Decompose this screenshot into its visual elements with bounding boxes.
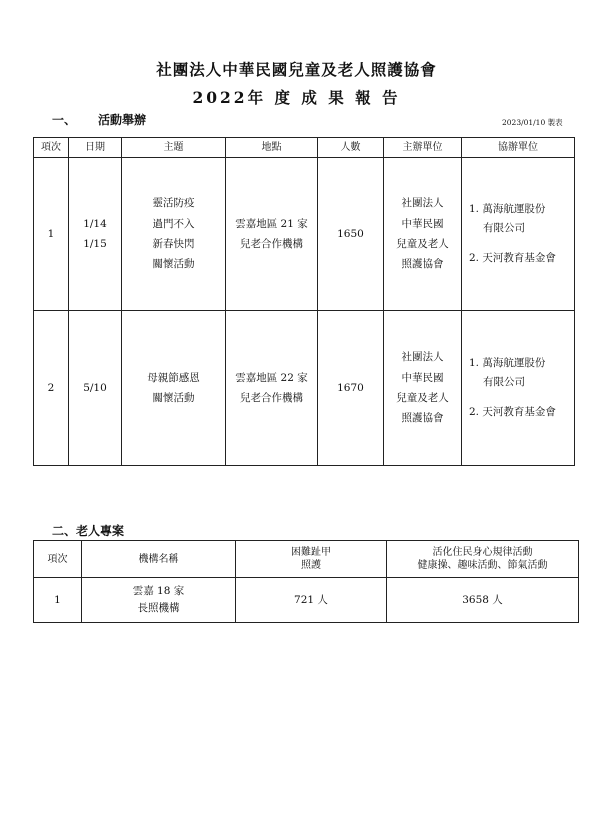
col-header: 主辦單位	[384, 138, 462, 158]
item-number: 2	[34, 311, 69, 466]
col-header: 人數	[318, 138, 384, 158]
co-organizer-line1: 2. 天河教育基金會	[469, 252, 556, 265]
co-organizer-item	[469, 200, 574, 238]
section2-heading: 二、老人專案	[52, 524, 125, 538]
col-header-line: 困難趾甲	[291, 547, 331, 558]
col-header-line: 活化住民身心規律活動	[432, 547, 533, 558]
col-header-line: 照護	[301, 560, 321, 571]
col-header	[82, 541, 236, 578]
co-organizer-line1: 1. 萬海航運股份	[469, 202, 546, 215]
place-cell-line: 兒老合作機構	[240, 392, 303, 404]
item-number: 1	[34, 578, 82, 623]
institution-cell	[82, 578, 236, 623]
col-header-line: 機構名稱	[138, 553, 179, 565]
topic-cell	[122, 158, 226, 311]
activities-table	[33, 137, 575, 466]
section1-number: 一、	[52, 113, 77, 127]
topic-cell	[122, 311, 226, 466]
place-cell-line: 雲嘉地區 22 家	[235, 371, 308, 384]
col-header: 地點	[226, 138, 318, 158]
host-cell-line: 社團法人	[401, 197, 444, 210]
co-organizer-line1: 2. 天河教育基金會	[469, 406, 556, 419]
co-organizer-item	[469, 403, 574, 422]
host-cell-line: 兒童及老人	[396, 392, 449, 404]
co-organizer-line2: 有限公司	[483, 375, 525, 388]
report-title: 2022年 度 成 果 報 告	[192, 88, 401, 107]
host-cell-line: 照護協會	[401, 258, 444, 271]
host-cell	[384, 311, 462, 466]
topic-cell-line: 關懷活動	[152, 258, 195, 271]
col-header	[34, 541, 82, 578]
co-organizer-item	[469, 249, 574, 268]
org-title: 社團法人中華民國兒童及老人照護協會	[156, 60, 437, 79]
elderly-projects-table	[33, 540, 579, 623]
co-organizer-item	[469, 354, 574, 392]
co-organizer-list	[462, 354, 574, 423]
place-cell	[226, 311, 318, 466]
date-cell-line: 5/10	[83, 381, 107, 394]
place-cell-line: 雲嘉地區 21 家	[235, 217, 308, 230]
co-organizer-list	[462, 200, 574, 269]
co-organizer-line2: 有限公司	[483, 221, 525, 234]
host-cell-line: 中華民國	[401, 217, 444, 230]
col-header: 主題	[122, 138, 226, 158]
nail-care-count: 721 人	[236, 578, 387, 623]
col-header-line: 健康操、趣味活動、節氣活動	[417, 560, 548, 571]
co-organizer-cell	[462, 311, 575, 466]
place-cell-line: 兒老合作機構	[240, 238, 303, 250]
col-header	[387, 541, 579, 578]
date-cell	[69, 158, 122, 311]
date-cell-line: 1/15	[83, 238, 107, 250]
col-header: 項次	[34, 138, 69, 158]
place-cell	[226, 158, 318, 311]
activity-count: 3658 人	[387, 578, 579, 623]
section1-heading	[52, 111, 146, 128]
topic-cell-line: 母親節感恩	[147, 371, 200, 384]
col-header	[236, 541, 387, 578]
host-cell-line: 社團法人	[401, 351, 444, 364]
host-cell-line: 兒童及老人	[396, 238, 449, 250]
table-row	[34, 158, 575, 311]
col-header: 日期	[69, 138, 122, 158]
count-cell: 1670	[318, 311, 384, 466]
date-cell-line: 1/14	[83, 217, 107, 230]
col-header: 協辦單位	[462, 138, 575, 158]
co-organizer-line1: 1. 萬海航運股份	[469, 356, 546, 369]
table-row	[34, 578, 579, 623]
host-cell-line: 中華民國	[401, 371, 444, 384]
institution-line: 雲嘉 18 家	[132, 585, 185, 598]
topic-cell-line: 靈活防疫	[152, 197, 195, 210]
item-number: 1	[34, 158, 69, 311]
co-organizer-cell	[462, 158, 575, 311]
date-cell	[69, 311, 122, 466]
section1-label: 活動舉辦	[98, 113, 147, 127]
date-note: 2023/01/10 製表	[502, 118, 563, 127]
count-cell: 1650	[318, 158, 384, 311]
host-cell-line: 照護協會	[401, 412, 444, 425]
topic-cell-line: 新春快閃	[152, 238, 195, 250]
institution-line: 長照機構	[137, 602, 180, 614]
host-cell	[384, 158, 462, 311]
topic-cell-line: 過門不入	[152, 217, 195, 230]
topic-cell-line: 關懷活動	[152, 392, 195, 404]
col-header-line: 項次	[47, 553, 68, 565]
table-row	[34, 311, 575, 466]
